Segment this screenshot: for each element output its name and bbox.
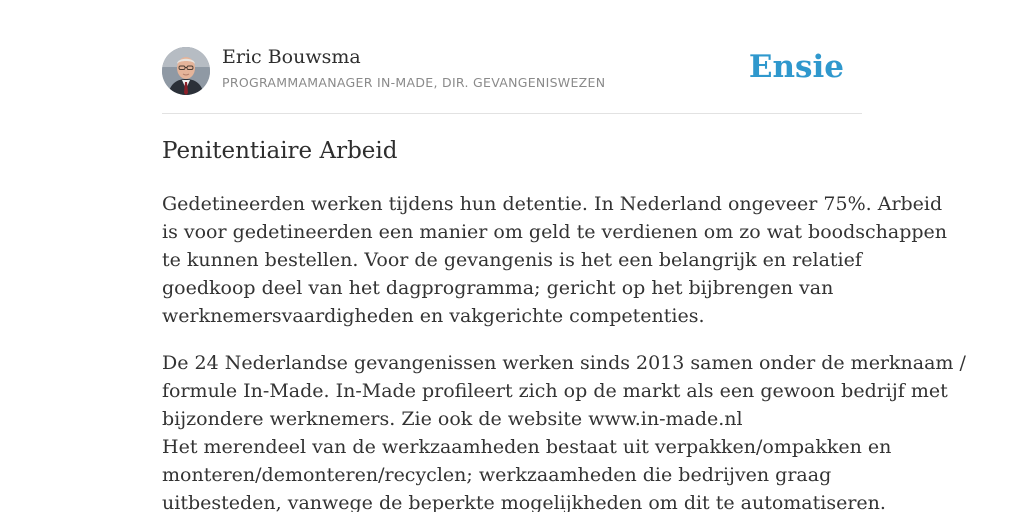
paragraph-2 (162, 349, 966, 512)
author-name[interactable]: Eric Bouwsma (222, 46, 361, 68)
content-column (162, 0, 966, 512)
paragraph-line: Gedetineerden werken tijdens hun detentie. In Nederland ongeveer 75%. Arbeid (162, 193, 943, 215)
paragraph-line: bijzondere werknemers. Zie ook de website www.in-made.nl (162, 408, 743, 430)
author-header (162, 0, 862, 114)
paragraph-line: uitbesteden, vanwege de beperkte mogelijkheden om dit te automatiseren. (162, 492, 886, 512)
paragraph-line: is voor gedetineerden een manier om geld te verdienen om zo wat boodschappen (162, 221, 948, 243)
ensie-logo[interactable]: Ensie (748, 49, 844, 85)
paragraph-line: monteren/demonteren/recyclen; werkzaamheden die bedrijven graag (162, 464, 832, 486)
article-body (162, 190, 966, 512)
paragraph-line: De 24 Nederlandse gevangenissen werken sinds 2013 samen onder de merknaam / (162, 352, 966, 374)
paragraph-line: werknemersvaardigheden en vakgerichte competenties. (162, 305, 705, 327)
author-role: PROGRAMMAMANAGER IN-MADE, DIR. GEVANGENISWEZEN (222, 75, 606, 90)
paragraph-1 (162, 190, 948, 330)
article-title: Penitentiaire Arbeid (162, 138, 398, 164)
person-portrait-icon (162, 47, 210, 95)
paragraph-line: Het merendeel van de werkzaamheden bestaat uit verpakken/ompakken en (162, 436, 892, 458)
paragraph-line: goedkoop deel van het dagprogramma; gericht op het bijbrengen van (162, 277, 834, 299)
author-avatar[interactable] (162, 47, 210, 95)
paragraph-line: formule In-Made. In-Made profileert zich op de markt als een gewoon bedrijf met (162, 380, 948, 402)
paragraph-line: te kunnen bestellen. Voor de gevangenis is het een belangrijk en relatief (162, 249, 862, 271)
